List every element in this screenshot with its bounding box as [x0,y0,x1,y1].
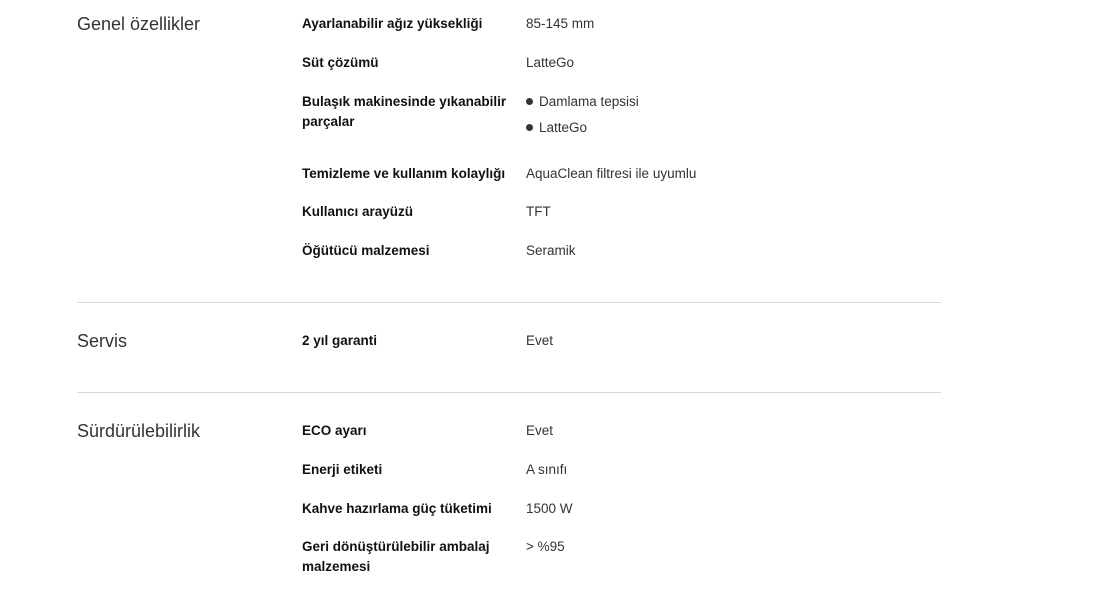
spec-label: Geri dönüştürülebilir ambalaj malzemesi [302,539,490,574]
spec-label: ECO ayarı [302,423,367,438]
spec-label: Kullanıcı arayüzü [302,204,414,219]
spec-value: > %95 [526,539,565,554]
spec-label: Ayarlanabilir ağız yüksekliği [302,16,483,31]
section-service [77,330,941,380]
spec-value: AquaClean filtresi ile uyumlu [526,166,697,181]
spec-label: Enerji etiketi [302,462,383,477]
spec-value: Evet [526,423,554,438]
spec-value: 85-145 mm [526,16,595,31]
spec-value: Seramik [526,243,576,258]
bullet-icon [526,98,533,105]
spec-label: Temizleme ve kullanım kolaylığı [302,166,506,181]
section-title: Servis [77,331,128,351]
list-item-text: Damlama tepsisi [539,94,639,109]
section-general-features [77,13,941,283]
spec-value: TFT [526,204,551,219]
list-item-text: LatteGo [539,120,588,135]
spec-value: 1500 W [526,501,573,516]
list-item [526,118,639,144]
section-sustainability [77,420,941,590]
spec-label: Süt çözümü [302,55,379,70]
section-divider [77,302,941,303]
section-title: Genel özellikler [77,14,201,34]
section-title: Sürdürülebilirlik [77,421,201,441]
list-item [526,92,639,118]
spec-value: LatteGo [526,55,575,70]
spec-label: Bulaşık makinesinde yıkanabilir parçalar [302,94,507,129]
spec-value: Evet [526,333,554,348]
section-divider [77,392,941,393]
spec-label: Kahve hazırlama güç tüketimi [302,501,492,516]
spec-label: 2 yıl garanti [302,333,378,348]
bullet-icon [526,124,533,131]
spec-value: A sınıfı [526,462,568,477]
spec-value-list [526,92,639,144]
spec-label: Öğütücü malzemesi [302,243,430,258]
